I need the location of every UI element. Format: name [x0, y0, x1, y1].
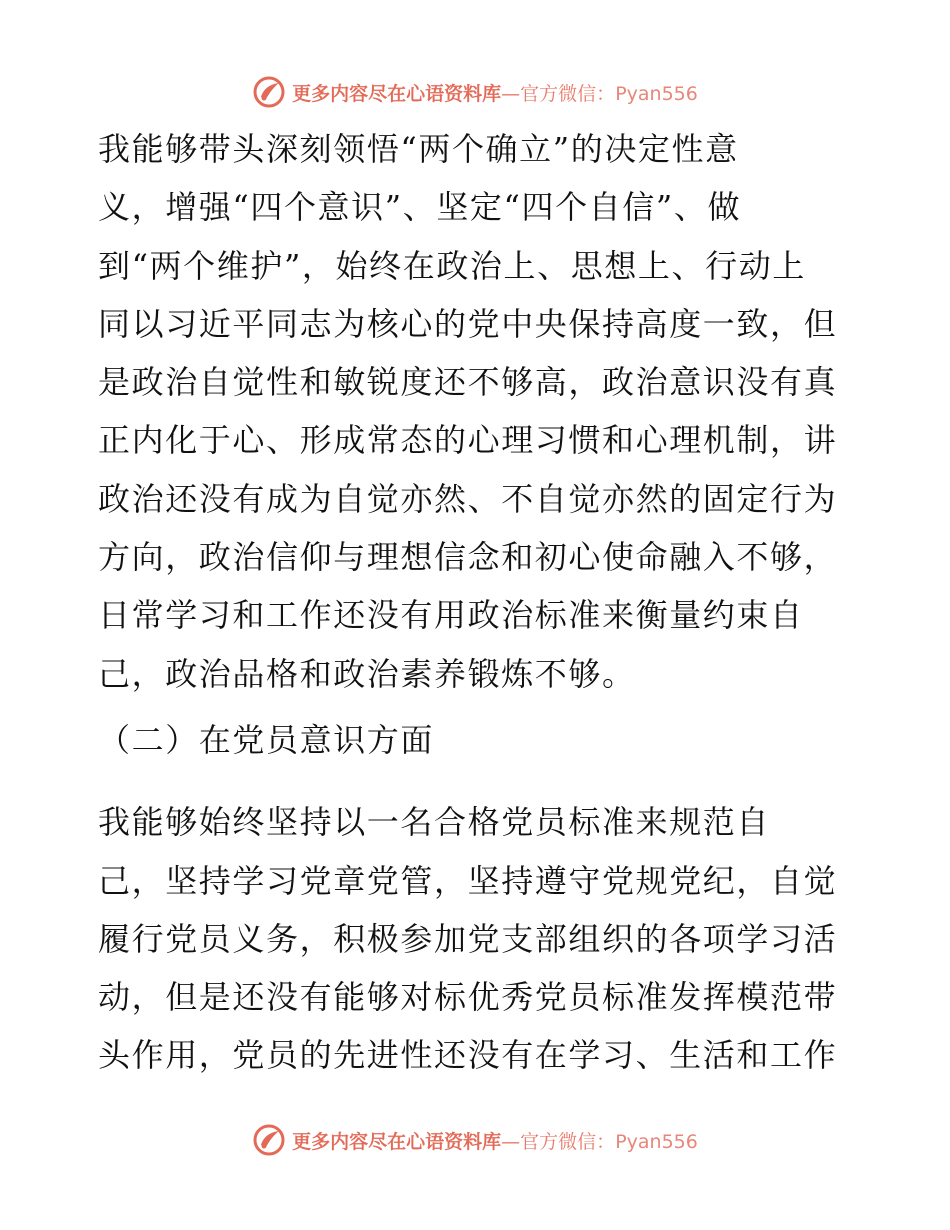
- text-line: 己，坚持学习党章党管，坚持遵守党规党纪，自觉: [98, 861, 838, 900]
- watermark-main: 更多内容尽在心语资料库: [292, 1130, 502, 1153]
- watermark-id: Pyan556: [615, 82, 698, 105]
- text-line: 正内化于心、形成常态的心理习惯和心理机制，讲: [98, 421, 838, 460]
- text-line: 日常学习和工作还没有用政治标准来衡量约束自: [98, 596, 804, 635]
- text-line: 义，增强“四个意识”、坚定“四个自信”、做: [98, 188, 742, 227]
- document-body: [98, 120, 858, 1085]
- text-line: 政治还没有成为自觉亦然、不自觉亦然的固定行为: [98, 479, 838, 518]
- footer-watermark: [0, 1120, 950, 1160]
- watermark-text: [292, 1127, 698, 1154]
- text-line: 方向，政治信仰与理想信念和初心使命融入不够，: [98, 538, 838, 577]
- paragraph-party-awareness: [98, 793, 858, 1084]
- text-line: 我能够始终坚持以一名合格党员标准来规范自: [98, 803, 771, 842]
- header-watermark: [0, 72, 950, 112]
- text-line: 我能够带头深刻领悟“两个确立”的决定性意: [98, 130, 739, 168]
- text-line: 到“两个维护”，始终在政治上、思想上、行动上: [98, 246, 806, 285]
- text-line: 同以习近平同志为核心的党中央保持高度一致，但: [98, 304, 838, 343]
- watermark-text: [292, 79, 698, 106]
- text-line: 己，政治品格和政治素养锻炼不够。: [98, 654, 636, 693]
- text-line: 头作用，党员的先进性还没有在学习、生活和工作: [98, 1036, 838, 1075]
- section-heading: （二）在党员意识方面: [98, 720, 435, 759]
- text-line: 动，但是还没有能够对标优秀党员标准发挥模范带: [98, 978, 838, 1017]
- watermark-main: 更多内容尽在心语资料库: [292, 82, 502, 105]
- paragraph-political-awareness: [98, 120, 858, 703]
- watermark-separator: —官方微信：: [501, 1130, 616, 1153]
- watermark-id: Pyan556: [615, 1130, 698, 1153]
- brand-logo-icon: [252, 1123, 286, 1157]
- brand-logo-icon: [252, 75, 286, 109]
- text-line: 履行党员义务，积极参加党支部组织的各项学习活: [98, 919, 838, 958]
- watermark-separator: —官方微信：: [501, 82, 616, 105]
- text-line: 是政治自觉性和敏锐度还不够高，政治意识没有真: [98, 363, 838, 402]
